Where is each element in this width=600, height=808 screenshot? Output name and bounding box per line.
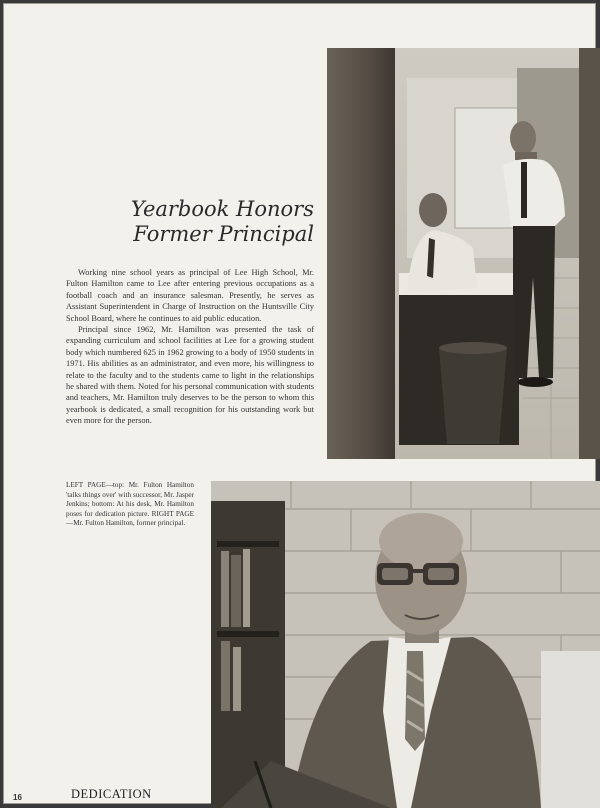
article-body (66, 267, 314, 427)
yearbook-page (3, 3, 596, 804)
office-conversation-image (327, 48, 600, 459)
title-line-1: Yearbook Honors (130, 197, 314, 221)
page-number: 16 (13, 793, 22, 802)
principal-portrait-image (211, 481, 600, 808)
body-paragraph: Principal since 1962, Mr. Hamilton was presented the task of expanding curriculum and school facilities at Lee for a growing student body which numbered 625 in 1962 growing to a body of 1950 students in 1971. His abilities as an administrator, and even more, his willingness to relate to the faculty and to the students came to light in the relationships he shared with them. Noted for his personal communication with students and teachers, Mr. Hamilton truly deserves to be the person to whom this yearbook is dedicated, a small recognition for his outstanding work but even more for the person. (66, 325, 314, 426)
article-title (104, 197, 314, 247)
body-paragraph: Working nine school years as principal of Lee High School, Mr. Fulton Hamilton came to Lee after entering previous occupations as a football coach and an insurance salesman. Presently, he serves as Assistant Superintendent in Charge of Instruction on the Huntsville City School Board, where he continues to aid public education. (66, 268, 314, 323)
title-line-2: Former Principal (133, 222, 314, 246)
photo-caption (66, 481, 194, 529)
photo-office-conversation (327, 48, 600, 459)
caption-text: LEFT PAGE—top: Mr. Fulton Hamilton 'talks things over' with successor, Mr. Jasper Jenkins; bottom: At his desk, Mr. Hamilton poses for dedication picture. RIGHT PAGE—Mr. Fulton Hamilton, former principal. (66, 481, 194, 527)
section-label: DEDICATION (71, 787, 152, 801)
photo-principal-portrait (211, 481, 600, 808)
